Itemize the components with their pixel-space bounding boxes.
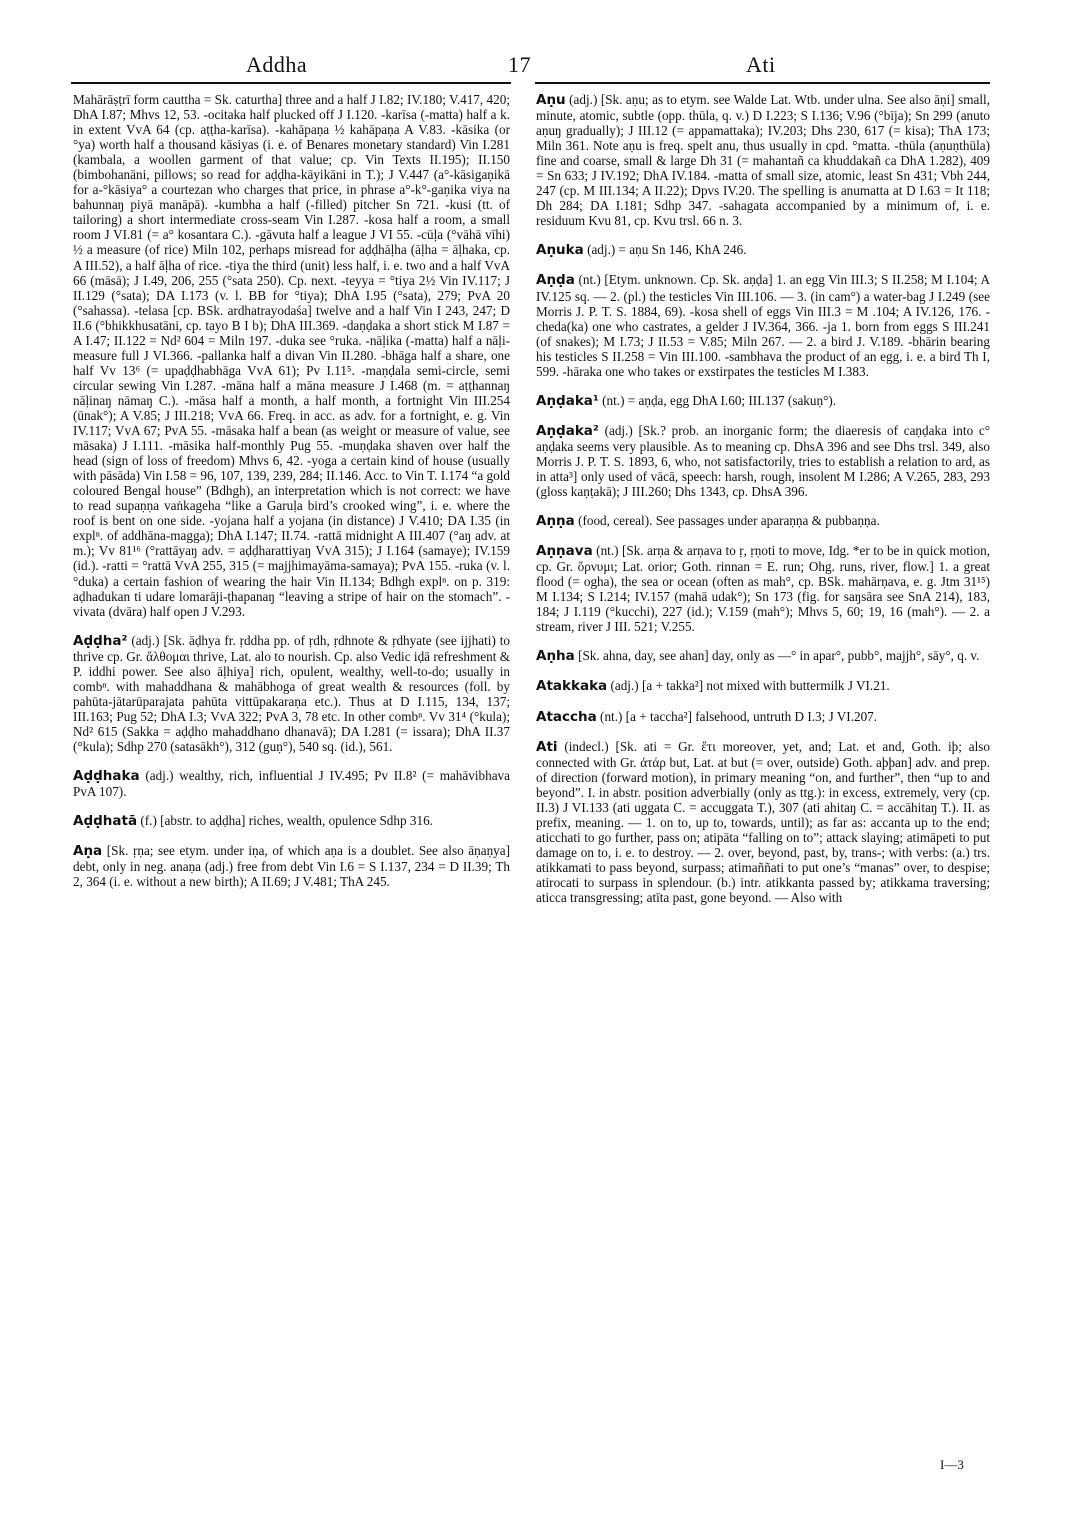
dictionary-entry [536, 272, 990, 378]
entry-body: [Sk. ahna, day, see ahan] day, only as —° in apar°, pubb°, majjh°, sāy°, q. v. [578, 648, 980, 664]
dictionary-entry [536, 393, 990, 409]
entry-headword: Ataccha [536, 708, 597, 725]
entry-headword: Aṇṇa [536, 513, 575, 530]
running-head-right: Ati [746, 52, 776, 77]
entry-headword: Atakkaka [536, 678, 608, 695]
entry-body: (adj.) wealthy, rich, influential J IV.495; Pv II.8² (= mahāvibhava PvA 107). [73, 768, 511, 800]
entry-headword: Aṇḍaka² [536, 422, 599, 439]
entry-headword: Aṇha [536, 648, 575, 665]
entry-headword: Aḍḍha² [73, 632, 128, 649]
entry-body: (adj.) = aṇu Sn 146, KhA 246. [587, 242, 747, 258]
dictionary-entry [536, 678, 990, 694]
entry-body: [Sk. ṛṇa; see etym. under iṇa, of which aṇa is a doublet. See also āṇaṇya] debt, only in neg. anaṇa (adj.) free from debt Vin I.6 = S I.137, 234 = D II.39; Th 2, 364 (i. e. without a new birth); A II.69; J V.481; ThA 245. [73, 843, 511, 890]
dictionary-entry [536, 242, 990, 258]
entry-body: (nt.) = aṇḍa, egg DhA I.60; III.137 (sakuṇ°). [602, 392, 837, 408]
dictionary-entry [536, 92, 990, 228]
dictionary-entry [73, 633, 510, 754]
entry-body: (adj.) [Sk.? prob. an inorganic form; the diaeresis of caṇḍaka into c° aṇḍaka seems very plausible. As to meaning cp. DhsA 396 and see Dhs trsl. 349, also Morris J. P. T. S. 1893, 6, who, not satisfactorily, tries to establish a relation to ard, as in atta³] only used of vācā, speech: harsh, rough, insolent M I.286; A V.265, 283, 293 (gloss kaṇṭakā); J III.260; Dhs 1343, cp. DhsA 396. [536, 422, 991, 500]
header-rule-right [535, 82, 990, 84]
entry-headword: Aḍḍhaka [73, 768, 140, 785]
left-column [73, 92, 510, 889]
dictionary-entry [536, 543, 990, 634]
dictionary-entry [73, 843, 510, 889]
dictionary-entry [73, 92, 510, 619]
page-number: 17 [508, 52, 531, 77]
entry-headword: Ati [536, 738, 558, 755]
entry-body: (f.) [abstr. to aḍḍha] riches, wealth, opulence Sdhp 316. [140, 813, 433, 829]
dictionary-entry [536, 648, 990, 664]
entry-body: (adj.) [Sk. āḍhya fr. ṛddha pp. of ṛdh, ṛdhnote & ṛdhyate (see ijjhati) to thrive cp. Gr. ἄλθομαι thrive, Lat. alo to nourish. Cp. also Vedic iḍā refreshment & P. iddhi power. See also āḷhiya] rich, opulent, wealthy, well-to-do; usually in combⁿ. with mahaddhana & mahābhoga of great wealth & resources (foll. by pahūta-jātarūparajata pahūta vittūpakaraṇa etc.). Thus at D I.115, 134, 137; III.163; Pug 52; DhA I.3; VvA 322; PvA 3, 78 etc. In other combⁿ. Vv 31⁴ (°kula); Nd² 615 (Sakka = aḍḍho mahaddhano dhanavā); DA I.281 (= issara); DhA II.37 (°kula); Sdhp 270 (satasākh°), 312 (guṇ°), 540 sq. (id.), 561. [73, 632, 511, 754]
signature-mark: I—3 [940, 1457, 964, 1472]
entry-headword: Aḍḍhatā [73, 813, 138, 830]
entry-headword: Aṇḍaka¹ [536, 392, 599, 409]
entry-body: (nt.) [a + taccha²] falsehood, untruth D I.3; J VI.207. [600, 708, 878, 724]
entry-body: (indecl.) [Sk. ati = Gr. ἔτι moreover, yet, and; Lat. et and, Goth. iþ; also connected with Gr. ἀτάρ but, Lat. at but (= over, outside) Goth. aþþan] adv. and prep. of direction (forward motion), in primary meaning “on, and further”, then “up to and beyond”. I. in abstr. position adverbially (only as ttg.): in excess, extremely, very (cp. II.3) J VI.133 (ati uggata C. = accuggata T.), 307 (ati ahitaŋ C. = accāhitaŋ T.). II. as prefix, meaning. — 1. on to, up to, towards, until); as far as: accanta up to the end; aticchati to go further, pass on; atipāta “falling on to”; attack slaying; atimāpeti to put damage on to, i. e. to destroy. — 2. over, beyond, past, by, trans-; with verbs: (a.) trs. atikkamati to pass beyond, surpass; atimaññati to put one’s “manas” over, to despise; atirocati to surpass in splendour. (b.) intr. atikkanta passed by; atikkama traversing; aticca transgressing; atīta past, gone beyond. — Also with [536, 738, 990, 906]
right-column [536, 92, 990, 905]
entry-headword: Aṇṇava [536, 543, 593, 560]
entry-headword: Aṇḍa [536, 272, 575, 289]
dictionary-entry [73, 768, 510, 799]
entry-body: (nt.) [Etym. unknown. Cp. Sk. aṇḍa] 1. an egg Vin III.3; S II.258; M I.104; A IV.125 sq. — 2. (pl.) the testicles Vin III.106. — 3. (in cam°) a water-bag J I.249 (see Morris J. P. T. S. 1884, 69). -kosa shell of eggs Vin III.3 = M .104; A IV.126, 176. -cheda(ka) one who castrates, a gelder J IV.364, 366. -ja 1. born from eggs S III.241 (of snakes); M I.73; J II.53 = V.85; Miln 267. — 2. a bird J. V.189. -bhārin bearing his testicles S II.258 = Vin III.100. -sambhava the product of an egg, i. e. a bird Th I, 599. -hāraka one who takes or exstirpates the testicles M I.383. [536, 272, 990, 379]
dictionary-entry [536, 709, 990, 725]
entry-body: Mahārāṣṭrī form cauttha = Sk. caturtha] three and a half J I.82; IV.180; V.417, 420; DhA I.87; Mhvs 12, 53. -ocitaka half plucked off J I.120. -karīsa (-matta) half a k. in extent VvA 64 (cp. aṭṭha-karīsa). -kahāpaṇa ½ kahāpaṇa A V.83. -kāsika (or °ya) worth half a thousand kāsiyas (i. e. of Benares monetary standard) Vin I.281 (kambala, a woollen garment of that value; cp. Vin Texts II.195); II.150 (bimbohanāni, pillows; so read for aḍḍha-kāyikāni in T.); J V.447 (a°-kāsigaṇikā for a-°kāsiya° a courtezan who charges that price, in phrase a°-k°-gaṇika viya na bahunnaŋ piyā manāpā). -kumbha a half (-filled) pitcher Sn 721. -kusi (tt. of tailoring) a short intermediate cross-seam Vin I.287. -kosa half a room, a small room J VI.81 (= a° kosantara C.). -gāvuta half a league J VI 55. -cūḷa (°vāhā vīhi) ½ a measure (of rice) Miln 102, perhaps misread for aḍḍhāḷha (āḷha = āḷhaka, cp. A III.52), a half āḷha of rice. -tiya the third (unit) less half, i. e. two and a half VvA 66 (māsā); J I.49, 206, 255 (°sata 250). Cp. next. -teyya = °tiya 2½ Vin IV.117; J II.129 (°sata); DA I.173 (v. l. BB for °tiya); DhA I.95 (°sata), 279; PvA 20 (°sahassa). -telasa [cp. BSk. ardhatrayodaśa] twelve and a half Vin I 243, 247; D II.6 (°bhikkhusatāni, cp. tayo B I b); DhA III.369. -daṇḍaka a short stick M I.87 = A I.47; II.122 = Nd² 604 = Miln 197. -duka see °ruka. -nāḷika (-matta) half a nāḷi-measure full J VI.366. -pallanka half a divan Vin II.280. -bhāga half a share, one half Vv 13⁶ (= upaḍḍhabhāga VvA 61); Pv I.11⁵. -maṇḍala semi-circle, semi circular sewing Vin I.287. -māna half a māna measure J I.468 (m. = aṭṭhannaŋ nāḷinaŋ nāmaŋ C.). -māsa half a month, a half month, a fortnight Vin III.254 (ūnak°); A V.85; J III.218; VvA 66. Freq. in acc. as adv. for a fortnight, e. g. Vin IV.117; VvA 67; PvA 55. -māsaka half a bean (as weight or measure of value, see māsaka) J I.111. -māsika half-monthly Pug 55. -muṇḍaka shaven over half the head (sign of loss of freedom) Mhvs 6, 42. -yoga a certain kind of house (usually with pāsāda) Vin I.58 = 96, 107, 139, 239, 284; II.146. Acc. to Vin T. I.174 “a gold coloured Bengal house” (Bdhgh), an interpretation which is not correct: we have to read supaṇṇa vaṅkageha “like a Garuḷa bird’s crooked wing”, i. e. where the roof is bent on one side. -yojana half a yojana (in distance) J V.410; DA I.35 (in explⁿ. of addhāna-magga); DhA I.147; II.74. -rattā midnight A III.407 (°aŋ adv. at m.); Vv 81¹⁶ (°rattāyaŋ adv. = aḍḍharattiyaŋ VvA 315); J I.164 (samaye); IV.159 (id.). -ratti = °rattā VvA 255, 315 (= majjhimayāma-samaya); PvA 155. -ruka (v. l. °duka) a certain fashion of wearing the hair Vin II.134; Bdhgh explⁿ. on p. 319: aḍhadukan ti udare lomarāji-ṭhapanaŋ “leaving a stripe of hair on the stomach”. -vivata (dvāra) half open J V.293. [73, 92, 510, 619]
dictionary-entry [536, 739, 990, 906]
entry-body: (nt.) [Sk. arṇa & arṇava to ṛ, ṛṇoti to move, Idg. *er to be in quick motion, cp. Gr. ὄρνυμι; Lat. orior; Goth. rinnan = E. run; Ohg. runs, river, flow.] 1. a great flood (= ogha), the sea or ocean (often as mah°, cp. BSk. mahārṇava, e. g. Jtm 31¹⁵) M I.134; S I.214; IV.157 (mahā udak°); Sn 173 (fig. for saŋsāra see SnA 214), 183, 184; J I.119 (°kucchi), 227 (id.); V.159 (mah°); Mhvs 5, 60; 19, 16 (mah°). — 2. a stream, river J III. 521; V.255. [536, 543, 990, 635]
entry-body: (adj.) [Sk. aṇu; as to etym. see Walde Lat. Wtb. under ulna. See also āṇi] small, minute, atomic, subtle (opp. thūla, q. v.) D I.223; S I.136; V.96 (°bīja); Sn 299 (anuto aṇuŋ gradually); J III.12 (= appamattaka); IV.203; Dhs 230, 617 (= kisa); ThA 173; Miln 361. Note aṇu is freq. spelt anu, thus usually in cpd. °matta. -thūla (aṇuṇthūla) fine and coarse, small & large Dh 31 (= mahantañ ca khuddakañ ca DhA 1.282), 409 = Sn 633; J IV.192; DhA IV.184. -matta of small size, atomic, least Sn 431; Vbh 244, 247 (cp. M III.134; A II.22); Dpvs IV.20. The spelling is anumatta at D I.63 = It 118; Dh 284; DA I.181; Sdhp 347. -sahagata accompanied by a minimum of, i. e. residuum Kvu 81, cp. Kvu trsl. 66 n. 3. [536, 92, 990, 229]
entry-body: (adj.) [a + takka²] not mixed with buttermilk J VI.21. [610, 678, 890, 694]
dictionary-entry [536, 423, 990, 499]
entry-headword: Aṇuka [536, 242, 584, 259]
entry-headword: Aṇu [536, 92, 566, 108]
running-head-left: Addha [246, 52, 308, 77]
header-rule-left [71, 82, 511, 84]
dictionary-entry [73, 813, 510, 829]
entry-body: (food, cereal). See passages under aparaṇṇa & pubbaṇṇa. [578, 513, 880, 529]
dictionary-entry [536, 513, 990, 529]
entry-headword: Aṇa [73, 843, 103, 860]
